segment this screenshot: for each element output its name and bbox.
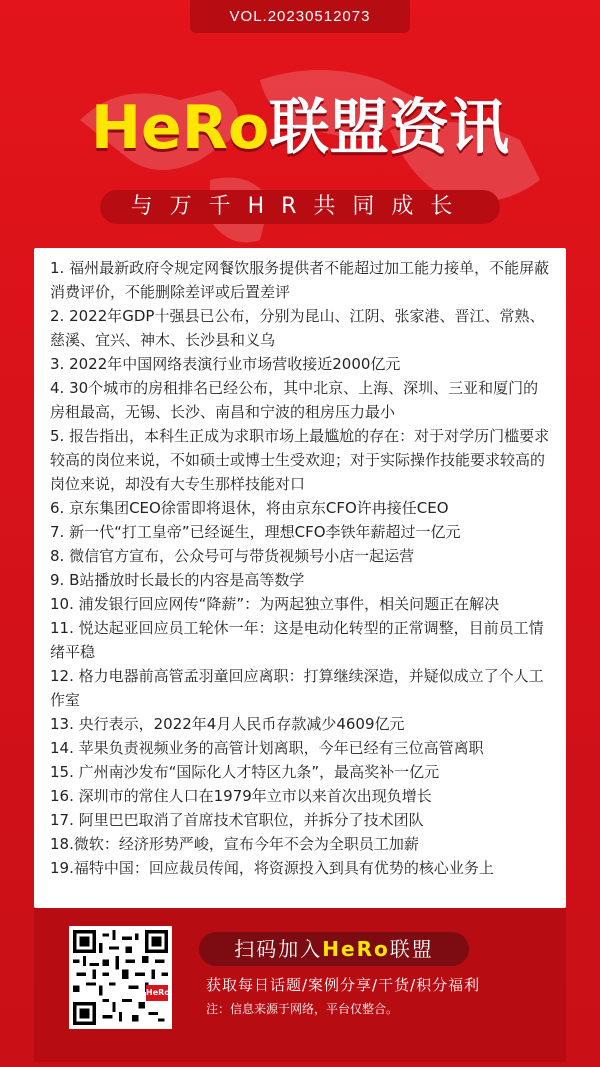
cta-brand: HeRo xyxy=(322,937,390,961)
news-panel xyxy=(34,248,566,908)
news-item: 3. 2022年中国网络表演行业市场营收接近2000亿元 xyxy=(50,355,401,373)
news-item: 6. 京东集团CEO徐雷即将退休，将由京东CFO许冉接任CEO xyxy=(50,499,449,517)
qr-logo: HeRo xyxy=(146,985,168,1001)
footer-banner xyxy=(34,908,566,1062)
news-item: 4. 30个城市的房租排名已经公布，其中北京、上海、深圳、三亚和厦门的房租最高，无锡、长沙、南昌和宁波的租房压力最小 xyxy=(50,379,539,421)
news-item: 12. 格力电器前高管孟羽童回应离职：打算继续深造，并疑似成立了个人工作室 xyxy=(50,667,544,709)
title-brand: HeRo xyxy=(90,93,270,163)
news-item: 2. 2022年GDP十强县已公布，分别为昆山、江阴、张家港、晋江、常熟、慈溪、宜兴、神木、长沙县和义乌 xyxy=(50,307,545,349)
news-item: 5. 报告指出，本科生正成为求职市场上最尴尬的存在：对于对学历门槛要求较高的岗位来说，不如硕士或博士生受欢迎；对于实际操作技能要求较高的岗位来说，却没有大专生那样技能对口 xyxy=(50,427,550,493)
qr-code-icon xyxy=(73,930,168,1025)
news-item: 17. 阿里巴巴取消了首席技术官职位，并拆分了技术团队 xyxy=(50,811,424,829)
page-title xyxy=(0,90,600,166)
news-item: 19.福特中国：回应裁员传闻，将资源投入到具有优势的核心业务上 xyxy=(50,859,494,877)
news-item: 10. 浦发银行回应网传“降薪”：为两起独立事件，相关问题正在解决 xyxy=(50,595,500,613)
news-list xyxy=(34,248,566,880)
cta-suffix: 联盟 xyxy=(389,937,434,961)
benefits-text: 获取每日话题/案例分享/干货/积分福利 xyxy=(206,976,481,994)
title-rest: 联盟资讯 xyxy=(269,93,510,163)
news-item: 14. 苹果负责视频业务的高管计划离职，今年已经有三位高管离职 xyxy=(50,739,484,757)
news-item: 13. 央行表示，2022年4月人民币存款减少4609亿元 xyxy=(50,715,405,733)
news-item: 1. 福州最新政府令规定网餐饮服务提供者不能超过加工能力接单，不能屏蔽消费评价，不能删除差评或后置差评 xyxy=(50,259,550,301)
volume-badge: VOL.20230512073 xyxy=(190,0,410,33)
cta-prefix: 扫码加入 xyxy=(234,937,323,961)
news-item: 7. 新一代“打工皇帝”已经诞生，理想CFO李铁年薪超过一亿元 xyxy=(50,523,461,541)
slogan-banner: 与万千HR共同成长 xyxy=(100,190,500,224)
source-note: 注：信息来源于网络，平台仅整合。 xyxy=(206,1002,399,1016)
join-cta xyxy=(199,932,469,966)
news-item: 9. B站播放时长最长的内容是高等数学 xyxy=(50,571,305,589)
news-item: 15. 广州南沙发布“国际化人才特区九条”，最高奖补一亿元 xyxy=(50,763,440,781)
news-item: 11. 悦达起亚回应员工轮休一年：这是电动化转型的正常调整，目前员工情绪平稳 xyxy=(50,619,544,661)
news-item: 18.微软：经济形势严峻，宣布今年不会为全职员工加薪 xyxy=(50,835,419,853)
news-item: 8. 微信官方宣布，公众号可与带货视频号小店一起运营 xyxy=(50,547,415,565)
qr-code[interactable] xyxy=(69,926,172,1029)
news-item: 16. 深圳市的常住人口在1979年立市以来首次出现负增长 xyxy=(50,787,432,805)
